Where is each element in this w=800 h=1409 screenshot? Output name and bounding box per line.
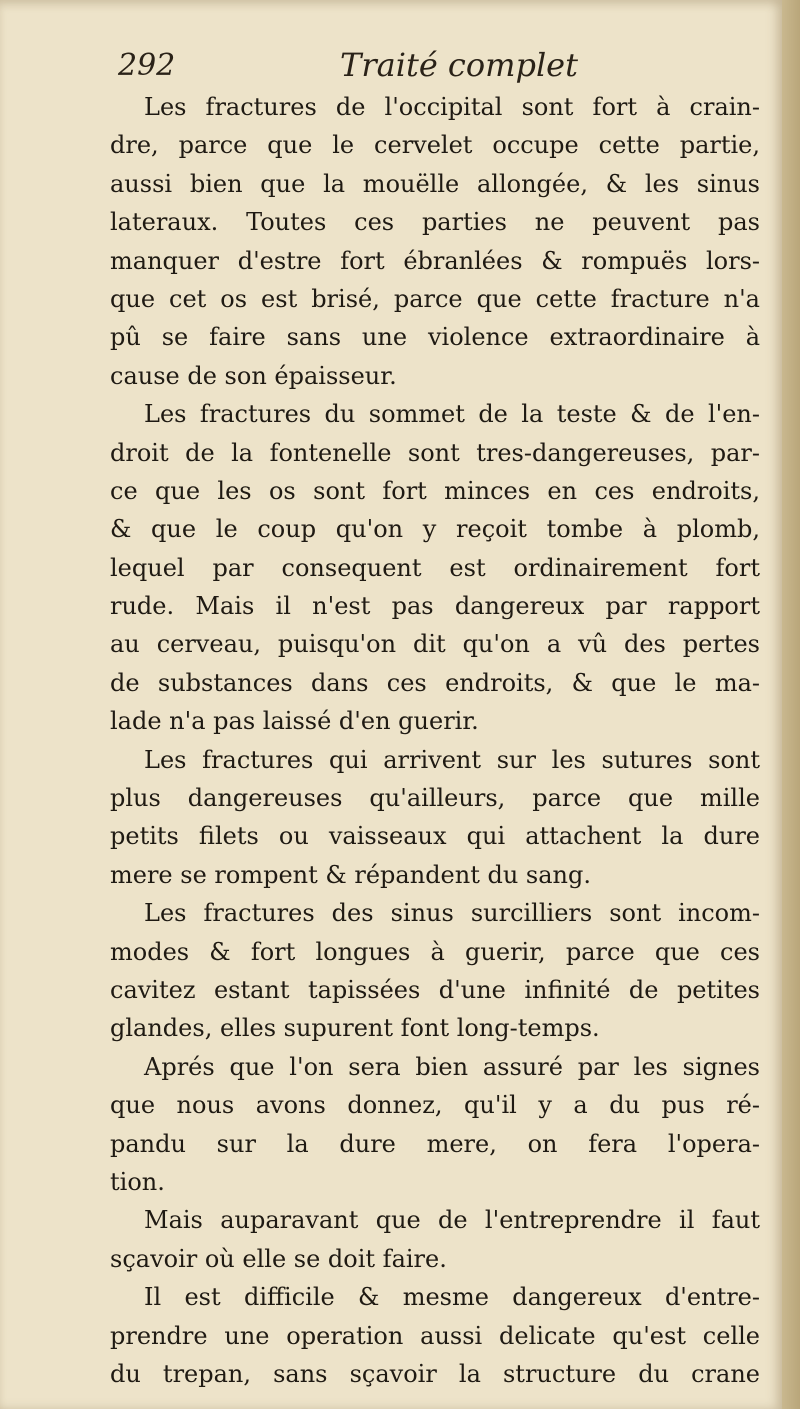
text-line: aussi bien que la mouëlle allongée, & les sinus <box>110 169 760 198</box>
text-line: du trepan, sans sçavoir la structure du crane <box>110 1359 760 1388</box>
page-header <box>118 44 768 94</box>
text-line: Mais auparavant que de l'entreprendre il faut <box>144 1206 760 1235</box>
text-line: Les fractures du sommet de la teste & de l'en- <box>144 400 760 429</box>
text-line: & que le coup qu'on y reçoit tombe à plomb, <box>110 515 760 544</box>
text-line: droit de la fontenelle sont tres-dangereuses, par- <box>110 438 760 467</box>
text-line: pû se faire sans une violence extraordinaire à <box>110 323 760 352</box>
running-title: Traité complet <box>340 46 578 84</box>
body-text <box>110 88 760 1393</box>
text-line: plus dangereuses qu'ailleurs, parce que mille <box>110 784 760 813</box>
page-edge <box>782 0 800 1409</box>
text-line: lateraux. Toutes ces parties ne peuvent pas <box>110 208 760 237</box>
text-line: manquer d'estre fort ébranlées & rompuës lors- <box>110 246 760 275</box>
text-line: pandu sur la dure mere, on fera l'opera- <box>110 1129 760 1158</box>
text-line: mere se rompent & répandent du sang. <box>110 860 592 889</box>
text-line: Aprés que l'on sera bien assuré par les signes <box>144 1052 760 1081</box>
text-line: modes & fort longues à guerir, parce que ces <box>110 937 760 966</box>
text-line: lade n'a pas laissé d'en guerir. <box>110 707 479 736</box>
text-line: Les fractures qui arrivent sur les sutures sont <box>144 745 760 774</box>
text-line: Il est difficile & mesme dangereux d'entre- <box>144 1283 760 1312</box>
text-line: glandes, elles supurent font long-temps. <box>110 1014 600 1043</box>
text-line: Les fractures de l'occipital sont fort à crain- <box>144 93 760 121</box>
text-line: cavitez estant tapissées d'une infinité de petites <box>110 975 760 1004</box>
text-line: ce que les os sont fort minces en ces endroits, <box>110 476 760 505</box>
text-line: cause de son épaisseur. <box>110 361 397 390</box>
text-line: sçavoir où elle se doit faire. <box>110 1244 447 1273</box>
text-line: au cerveau, puisqu'on dit qu'on a vû des pertes <box>110 630 760 659</box>
text-line: que nous avons donnez, qu'il y a du pus ré- <box>110 1091 760 1120</box>
text-line: Les fractures des sinus surcilliers sont incom- <box>144 899 760 928</box>
text-line: prendre une operation aussi delicate qu'est celle <box>110 1321 760 1350</box>
text-line: lequel par consequent est ordinairement fort <box>110 553 760 582</box>
text-line: rude. Mais il n'est pas dangereux par rapport <box>110 592 760 621</box>
page-number: 292 <box>118 48 176 83</box>
text-line: petits filets ou vaisseaux qui attachent la dure <box>110 822 760 851</box>
text-line: dre, parce que le cervelet occupe cette partie, <box>110 131 760 160</box>
text-line: que cet os est brisé, parce que cette fracture n'a <box>110 284 760 313</box>
text-line: de substances dans ces endroits, & que le ma- <box>110 668 760 697</box>
text-line: tion. <box>110 1167 165 1196</box>
